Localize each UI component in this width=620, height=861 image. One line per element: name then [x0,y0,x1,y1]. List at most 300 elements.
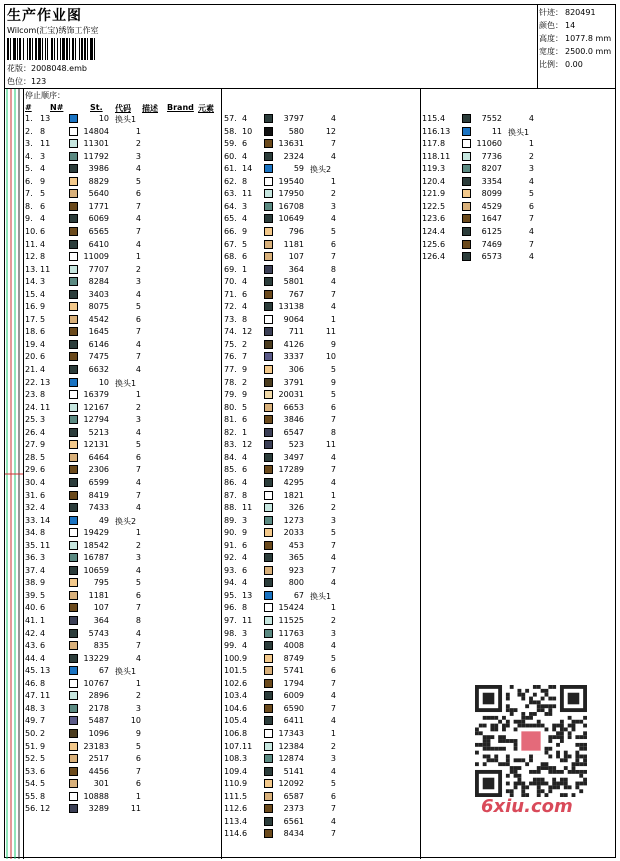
row-needle: 3 [242,201,248,211]
row-stitches: 2373 [283,804,304,814]
row-stitches: 2896 [88,691,109,701]
row-stitches: 3403 [88,289,109,299]
row-number: 32. [25,503,38,513]
row-needle: 4 [242,553,248,563]
row-code: 6 [135,754,141,764]
color-swatch [264,654,273,663]
row-stitches: 67 [98,666,109,676]
row-stitches: 6599 [88,477,109,487]
row-code: 4 [528,226,534,236]
color-swatch [69,327,78,336]
row-code: 2 [135,691,141,701]
row-code: 7 [135,603,141,613]
row-stitches: 3791 [283,377,304,387]
row-number: 125. [422,239,440,249]
row-needle: 4 [242,151,248,161]
color-swatch [69,616,78,625]
row-code: 换头1 [115,115,137,124]
row-number: 49. [25,716,38,726]
row-number: 102. [224,678,242,688]
row-stitches: 11763 [278,628,304,638]
row-number: 36. [25,553,38,563]
row-needle: 4 [440,176,446,186]
color-swatch [462,177,471,186]
row-needle: 2 [242,339,248,349]
row-code: 7 [135,352,141,362]
info-width: 宽度： 2500.0 mm [539,47,612,56]
row-stitches: 453 [288,540,304,550]
row-number: 18. [25,327,38,337]
row-needle: 6 [40,327,46,337]
row-stitches: 13631 [278,139,304,149]
color-swatch [69,378,78,387]
row-code: 7 [330,289,336,299]
row-stitches: 19540 [278,176,304,186]
row-stitches: 8434 [283,829,304,839]
row-number: 17. [25,314,38,324]
color-swatch [462,240,471,249]
row-stitches: 835 [93,641,109,651]
row-number: 68. [224,252,237,262]
row-code: 5 [330,779,336,789]
row-code: 3 [330,201,336,211]
row-needle: 6 [40,226,46,236]
color-swatch [69,440,78,449]
color-swatch [462,114,471,123]
row-stitches: 5801 [283,277,304,287]
color-swatch [69,202,78,211]
row-needle: 9 [242,365,248,374]
row-needle: 9 [242,653,248,663]
row-number: 13. [25,264,38,274]
row-stitches: 6464 [88,452,109,462]
row-needle: 6 [40,352,46,362]
row-code: 4 [135,628,141,638]
row-stitches: 8099 [481,189,502,199]
color-swatch [69,566,78,575]
row-number: 42. [25,628,38,638]
row-needle: 5 [40,189,46,199]
row-code: 2 [135,139,141,149]
color-swatch [264,491,273,500]
row-number: 53. [25,766,38,776]
row-number: 100. [224,653,242,663]
row-number: 51. [25,741,38,751]
row-needle: 6 [40,490,46,500]
color-swatch [264,114,273,123]
color-swatch [264,767,273,776]
row-number: 57. [224,114,237,123]
row-stitches: 7552 [481,114,502,123]
row-number: 94. [224,578,237,588]
row-number: 40. [25,603,38,613]
row-code: 4 [528,252,534,262]
color-swatch [462,164,471,173]
row-stitches: 19429 [83,528,109,538]
color-swatch [69,654,78,663]
design-name: 2008048.emb [31,64,87,73]
row-code: 3 [330,515,336,525]
row-code: 1 [330,314,336,324]
row-code: 1 [330,176,336,186]
row-code: 7 [135,201,141,211]
color-swatch [69,804,78,813]
color-swatch [264,528,273,537]
row-stitches: 8829 [88,176,109,186]
row-needle: 5 [40,754,46,764]
row-code: 换头1 [115,667,137,677]
color-swatch [69,453,78,462]
row-code: 7 [330,565,336,575]
row-code: 1 [135,678,141,688]
row-stitches: 2306 [88,465,109,475]
color-swatch [264,127,273,136]
color-swatch [69,591,78,600]
row-code: 5 [135,302,141,312]
row-stitches: 16379 [83,390,109,400]
row-stitches: 107 [93,603,109,613]
row-number: 115. [422,114,440,123]
row-number: 19. [25,339,38,349]
color-swatch [264,189,273,198]
row-needle: 4 [242,277,248,287]
color-swatch [69,779,78,788]
row-code: 4 [330,302,336,312]
row-needle: 4 [242,691,248,701]
row-number: 5. [25,164,33,174]
row-code: 4 [330,766,336,776]
row-needle: 11 [242,503,253,513]
row-code: 7 [528,214,534,224]
color-swatch [69,679,78,688]
color-swatch [264,164,273,173]
row-code: 换头2 [310,165,332,175]
row-needle: 11 [40,264,51,274]
color-swatch [69,754,78,763]
row-number: 35. [25,540,38,550]
color-swatch [264,378,273,387]
row-code: 7 [528,239,534,249]
row-stitches: 12384 [278,741,304,751]
color-swatch [264,428,273,437]
row-needle: 8 [242,603,248,613]
row-number: 70. [224,277,237,287]
row-number: 118. [422,151,440,161]
color-swatch [69,742,78,751]
color-swatch [264,792,273,801]
row-stitches: 23183 [83,741,109,751]
row-needle: 4 [40,653,46,663]
row-code: 4 [135,427,141,437]
row-stitches: 3289 [88,804,109,814]
row-number: 124. [422,226,440,236]
row-code: 9 [135,728,141,738]
row-needle: 9 [242,390,248,400]
row-stitches: 365 [288,553,304,563]
row-code: 11 [130,804,141,814]
row-code: 5 [330,226,336,236]
row-number: 121. [422,189,440,199]
row-stitches: 11792 [83,151,109,161]
row-code: 2 [135,402,141,412]
color-swatch [264,227,273,236]
row-number: 37. [25,565,38,575]
row-number: 109. [224,766,242,776]
color-swatch [264,390,273,399]
column-divider [420,89,421,859]
row-needle: 14 [242,164,253,174]
row-number: 26. [25,427,38,437]
row-code: 2 [135,540,141,550]
color-count [7,76,46,87]
row-stitches: 17289 [278,465,304,475]
color-swatch [264,177,273,186]
design-label: 花版： [7,64,31,73]
row-code: 5 [330,365,336,374]
color-swatch [264,704,273,713]
row-stitches: 7475 [88,352,109,362]
row-stitches: 7469 [481,239,502,249]
header-needle: N# [50,103,64,112]
row-code: 3 [135,415,141,425]
row-stitches: 11 [491,126,502,136]
row-number: 69. [224,264,237,274]
row-needle: 13 [40,377,51,387]
row-code: 6 [330,666,336,676]
row-stitches: 795 [93,578,109,588]
color-swatch [69,629,78,638]
row-code: 1 [135,791,141,801]
row-stitches: 3986 [88,164,109,174]
color-count-label: 色位： [7,77,31,86]
color-swatch [69,290,78,299]
row-stitches: 7707 [88,264,109,274]
color-swatch [69,390,78,399]
row-needle: 6 [40,201,46,211]
column-divider [23,89,24,859]
row-number: 66. [224,226,237,236]
row-code: 4 [135,365,141,374]
row-stitches: 6561 [283,816,304,826]
row-needle: 5 [242,791,248,801]
row-number: 64. [224,201,237,211]
row-code: 6 [135,452,141,462]
color-swatch [264,403,273,412]
color-swatch [69,127,78,136]
color-swatch [69,164,78,173]
row-needle: 4 [440,114,446,123]
row-code: 4 [330,477,336,487]
color-swatch [69,415,78,424]
color-swatch [462,214,471,223]
color-swatch [264,754,273,763]
row-code: 4 [135,289,141,299]
row-needle: 6 [242,415,248,425]
color-swatch [462,152,471,161]
color-swatch [264,566,273,575]
row-stitches: 923 [288,565,304,575]
row-number: 84. [224,452,237,462]
row-needle: 8 [40,390,46,400]
row-code: 5 [135,578,141,588]
color-swatch [69,265,78,274]
row-needle: 5 [242,239,248,249]
row-stitches: 11009 [83,252,109,262]
row-number: 91. [224,540,237,550]
row-code: 3 [330,754,336,764]
row-stitches: 6069 [88,214,109,224]
row-number: 75. [224,339,237,349]
row-stitches: 364 [288,264,304,274]
row-code: 4 [135,164,141,174]
row-stitches: 59 [293,164,304,174]
row-code: 7 [330,829,336,839]
row-stitches: 3797 [283,114,304,123]
row-needle: 8 [40,252,46,262]
row-code: 2 [330,741,336,751]
row-stitches: 1181 [283,239,304,249]
row-code: 7 [330,804,336,814]
row-number: 72. [224,302,237,312]
color-swatch [69,578,78,587]
row-code: 1 [528,139,534,149]
row-number: 9. [25,214,33,224]
row-number: 114. [224,829,242,839]
row-code: 6 [135,590,141,600]
row-needle: 8 [242,176,248,186]
row-needle: 13 [242,590,253,600]
row-number: 59. [224,139,237,149]
row-number: 92. [224,553,237,563]
row-number: 123. [422,214,440,224]
color-swatch [264,629,273,638]
row-number: 86. [224,477,237,487]
color-swatch [69,189,78,198]
row-code: 1 [330,490,336,500]
row-number: 88. [224,503,237,513]
row-stitches: 6632 [88,365,109,374]
row-stitches: 13138 [278,302,304,312]
color-swatch [264,152,273,161]
row-needle: 4 [242,477,248,487]
row-code: 7 [135,490,141,500]
row-code: 换头1 [310,591,332,601]
row-stitches: 13229 [83,653,109,663]
row-stitches: 7736 [481,151,502,161]
qr-code-image [475,685,587,797]
color-swatch [462,127,471,136]
row-needle: 13 [40,666,51,676]
row-code: 6 [330,791,336,801]
row-needle: 13 [440,126,451,136]
barcode-image [7,38,128,60]
row-number: 33. [25,515,38,525]
row-stitches: 5743 [88,628,109,638]
color-swatch [69,365,78,374]
row-needle: 6 [242,565,248,575]
row-stitches: 2517 [88,754,109,764]
color-swatch [69,152,78,161]
row-number: 93. [224,565,237,575]
row-stitches: 11301 [83,139,109,149]
row-stitches: 5487 [88,716,109,726]
row-stitches: 16787 [83,553,109,563]
row-code: 3 [135,703,141,713]
row-stitches: 107 [288,252,304,262]
row-stitches: 11525 [278,616,304,625]
row-code: 7 [135,226,141,236]
color-swatch [264,465,273,474]
row-needle: 8 [40,126,46,136]
row-code: 4 [330,553,336,563]
row-number: 27. [25,440,38,450]
row-needle: 4 [242,716,248,726]
row-stitches: 1821 [283,490,304,500]
row-code: 4 [135,477,141,487]
color-swatch [264,578,273,587]
row-code: 11 [325,327,336,337]
color-swatch [264,804,273,813]
color-swatch [69,403,78,412]
row-number: 58. [224,126,237,136]
row-code: 6 [135,779,141,789]
row-code: 4 [528,176,534,186]
info-height: 高度： 1077.8 mm [539,34,612,43]
color-swatch [69,240,78,249]
color-swatch [264,591,273,600]
color-swatch [264,716,273,725]
row-code: 5 [135,440,141,450]
row-needle: 6 [242,540,248,550]
color-swatch [69,716,78,725]
row-stitches: 10 [98,114,109,123]
row-stitches: 8749 [283,653,304,663]
header-code: 代码 [115,104,131,113]
row-needle: 4 [40,477,46,487]
color-swatch [69,428,78,437]
row-number: 1. [25,114,33,123]
row-needle: 6 [242,252,248,262]
row-number: 116. [422,126,440,136]
color-swatch [264,327,273,336]
color-swatch [462,189,471,198]
row-needle: 6 [242,289,248,299]
row-number: 71. [224,289,237,299]
row-stitches: 326 [288,503,304,513]
row-number: 80. [224,402,237,412]
info-colors: 颜色： 14 [539,21,576,30]
row-stitches: 1096 [88,728,109,738]
color-count-value: 123 [31,77,47,86]
row-number: 45. [25,666,38,676]
row-stitches: 6590 [283,703,304,713]
color-swatch [69,691,78,700]
row-needle: 11 [40,402,51,412]
color-swatch [264,365,273,374]
row-number: 39. [25,590,38,600]
row-needle: 4 [40,289,46,299]
row-needle: 10 [242,126,253,136]
row-needle: 6 [242,703,248,713]
color-swatch [264,641,273,650]
row-stitches: 4456 [88,766,109,776]
row-number: 15. [25,289,38,299]
header-num: # [25,103,32,112]
row-stitches: 5213 [88,427,109,437]
row-number: 98. [224,628,237,638]
row-number: 96. [224,603,237,613]
row-needle: 4 [40,365,46,374]
